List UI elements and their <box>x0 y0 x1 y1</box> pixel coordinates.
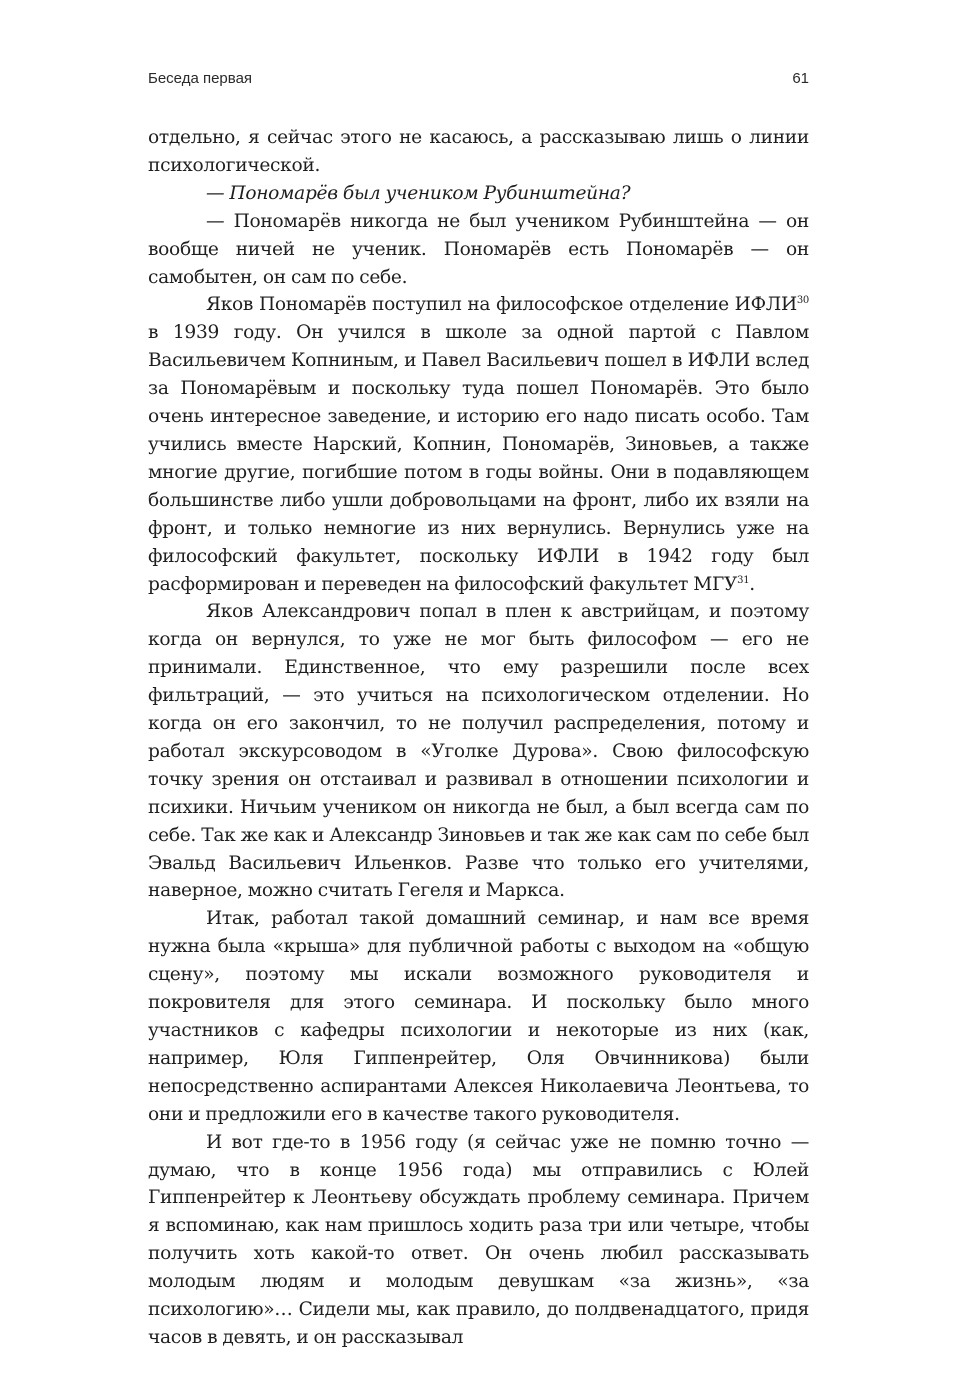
paragraph-continuation: отдельно, я сейчас этого не касаюсь, а рассказываю лишь о линии психологической. <box>148 127 809 176</box>
interview-answer: — Пономарёв никогда не был учеником Рубинштейна — он вообще ничей не ученик. Пономарёв есть Пономарёв — он самобытен, он сам по себе. <box>148 210 809 288</box>
page-number: 61 <box>792 70 809 87</box>
paragraph-ifli-end: . <box>749 573 755 595</box>
footnote-ref-31[interactable]: 31 <box>737 574 750 586</box>
running-header <box>148 70 809 94</box>
interview-question: — Пономарёв был учеником Рубинштейна? <box>206 182 631 204</box>
paragraph-seminar: Итак, работал такой домашний семинар, и нам все время нужна была «крыша» для публичной работы с выходом на «общую сцену», поэтому мы искали возможного руководителя и покровителя для этого семинара. И поскольку было много участников с кафедры психологии и некоторые из них (как, например, Юля Гиппенрейтер, Оля Овчинникова) были непосредственно аспирантами Алексея Николаевича Леонтьева, то они и предложили его в качестве такого руководителя. <box>148 908 809 1125</box>
body-text <box>148 124 809 1352</box>
paragraph-ifli <box>148 291 809 598</box>
running-header-title: Беседа первая <box>148 70 253 87</box>
paragraph-ifli-body: в 1939 году. Он учился в школе за одной партой с Павлом Васильевичем Копниным, и Павел Васильевич пошел в ИФЛИ вслед за Пономарёвым и поскольку туда пошел Пономарёв. Это было очень интересное заведение, и историю его надо писать особо. Там учились вместе Нарский, Копнин, Пономарёв, Зиновьев, а также многие другие, погибшие потом в годы войны. Они в подавляющем большинстве либо ушли добровольцами на фронт, либо их взяли на фронт, и только немногие из них вернулись. Вернулись уже на философский факультет, поскольку ИФЛИ в 1942 году был расформирован и переведен на философский факультет МГУ <box>148 322 809 595</box>
paragraph-ifli-start: Яков Пономарёв поступил на философское отделение ИФЛИ <box>206 294 797 316</box>
paragraph-yakov: Яков Александрович попал в плен к австрийцам, и поэтому когда он вернулся, то уже не мог быть философом — его не принимали. Единственное, что ему разрешили после всех фильтраций, — это учиться на психологическом отделении. Но когда он его закончил, то не получил распределения, потому и работал экскурсоводом в «Уголке Дурова». Свою философскую точку зрения он отстаивал и развивал в отношении психологии и психики. Ничьим учеником он никогда не был, а был всегда сам по себе. Так же как и Александр Зиновьев и так же как сам по себе был Эвальд Васильевич Ильенков. Разве что только его учителями, наверное, можно считать Гегеля и Маркса. <box>148 601 809 902</box>
footnote-ref-30[interactable]: 30 <box>796 295 809 307</box>
paragraph-1956: И вот где-то в 1956 году (я сейчас уже не помню точно — думаю, что в конце 1956 года) мы отправились с Юлей Гиппенрейтер к Леонтьеву обсуждать проблему семинара. Причем я вспоминаю, как нам пришлось ходить раза три или четыре, чтобы получить хоть какой-то ответ. Он очень любил рассказывать молодым людям и молодым девушкам «за жизнь», «за психологию»… Сидели мы, как правило, до полдвенадцатого, придя часов в девять, и он рассказывал <box>148 1131 809 1348</box>
